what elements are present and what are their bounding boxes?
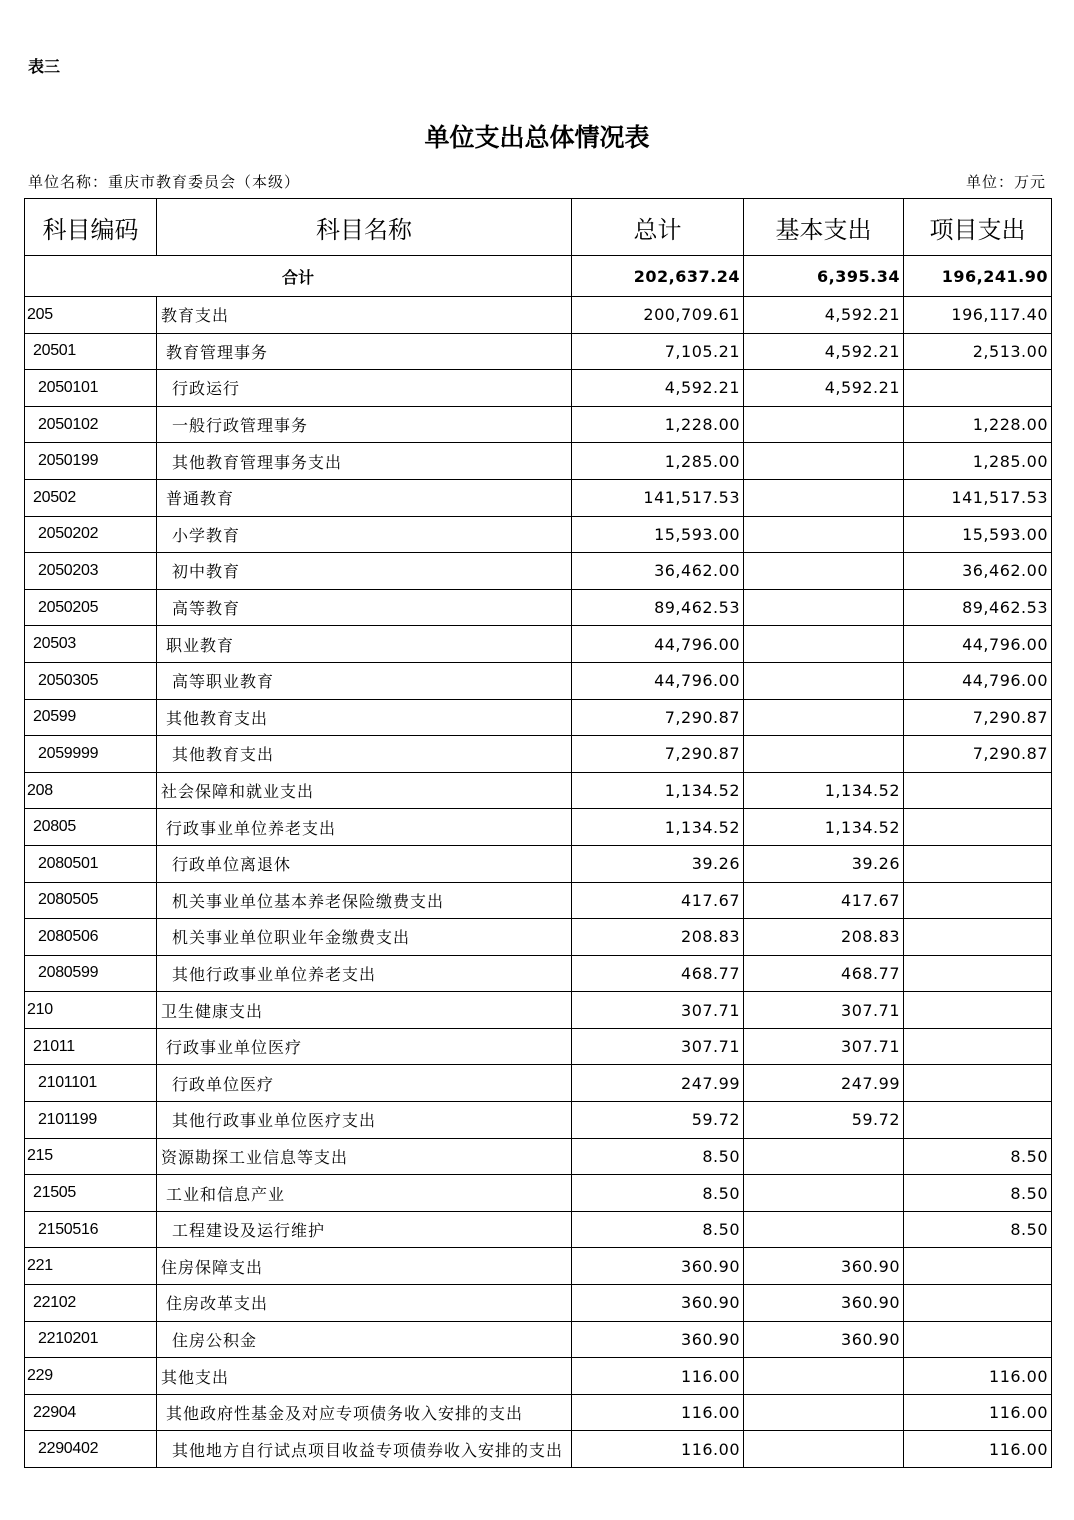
row-name: 其他支出 xyxy=(157,1358,572,1395)
total-sum: 202,637.24 xyxy=(572,256,744,297)
table-row xyxy=(25,1028,1052,1065)
table-row xyxy=(25,516,1052,553)
row-project xyxy=(904,1321,1052,1358)
row-total: 8.50 xyxy=(572,1138,744,1175)
row-total: 44,796.00 xyxy=(572,626,744,663)
table-row xyxy=(25,1211,1052,1248)
table-row xyxy=(25,1285,1052,1322)
total-row xyxy=(25,256,1052,297)
row-name: 高等教育 xyxy=(157,589,572,626)
row-project: 44,796.00 xyxy=(904,662,1052,699)
row-basic: 1,134.52 xyxy=(744,772,904,809)
header-row xyxy=(25,199,1052,256)
row-basic: 59.72 xyxy=(744,1102,904,1139)
table-row xyxy=(25,406,1052,443)
row-code: 20501 xyxy=(25,333,157,370)
row-code: 2080505 xyxy=(25,882,157,919)
row-code: 2050202 xyxy=(25,516,157,553)
row-total: 200,709.61 xyxy=(572,297,744,334)
row-basic xyxy=(744,443,904,480)
row-project: 89,462.53 xyxy=(904,589,1052,626)
row-code: 20503 xyxy=(25,626,157,663)
row-name: 行政单位离退休 xyxy=(157,845,572,882)
header-project: 项目支出 xyxy=(904,199,1052,256)
row-project: 141,517.53 xyxy=(904,479,1052,516)
table-row xyxy=(25,297,1052,334)
unit-name-label: 单位名称：重庆市教育委员会（本级） xyxy=(28,173,301,191)
table-row xyxy=(25,772,1052,809)
row-project: 7,290.87 xyxy=(904,736,1052,773)
row-name: 其他教育支出 xyxy=(157,699,572,736)
row-total: 7,290.87 xyxy=(572,699,744,736)
row-project: 15,593.00 xyxy=(904,516,1052,553)
row-basic xyxy=(744,1138,904,1175)
row-project xyxy=(904,1102,1052,1139)
row-project: 8.50 xyxy=(904,1138,1052,1175)
row-name: 行政事业单位养老支出 xyxy=(157,809,572,846)
row-code: 2050102 xyxy=(25,406,157,443)
row-name: 其他地方自行试点项目收益专项债券收入安排的支出 xyxy=(157,1431,572,1468)
row-code: 21011 xyxy=(25,1028,157,1065)
row-project: 1,228.00 xyxy=(904,406,1052,443)
row-name: 工程建设及运行维护 xyxy=(157,1211,572,1248)
row-project xyxy=(904,992,1052,1029)
row-total: 15,593.00 xyxy=(572,516,744,553)
table-row xyxy=(25,589,1052,626)
row-basic: 417.67 xyxy=(744,882,904,919)
row-name: 普通教育 xyxy=(157,479,572,516)
row-basic xyxy=(744,1211,904,1248)
table-row xyxy=(25,699,1052,736)
row-total: 116.00 xyxy=(572,1358,744,1395)
table-row xyxy=(25,443,1052,480)
row-name: 住房保障支出 xyxy=(157,1248,572,1285)
row-basic xyxy=(744,1394,904,1431)
row-total: 8.50 xyxy=(572,1175,744,1212)
row-code: 208 xyxy=(25,772,157,809)
row-project xyxy=(904,809,1052,846)
row-code: 2101199 xyxy=(25,1102,157,1139)
row-basic xyxy=(744,736,904,773)
row-name: 职业教育 xyxy=(157,626,572,663)
row-code: 2050205 xyxy=(25,589,157,626)
row-total: 7,290.87 xyxy=(572,736,744,773)
row-project xyxy=(904,1028,1052,1065)
row-total: 7,105.21 xyxy=(572,333,744,370)
row-total: 141,517.53 xyxy=(572,479,744,516)
row-total: 417.67 xyxy=(572,882,744,919)
row-basic: 4,592.21 xyxy=(744,370,904,407)
row-total: 89,462.53 xyxy=(572,589,744,626)
table-row xyxy=(25,845,1052,882)
row-code: 2290402 xyxy=(25,1431,157,1468)
row-code: 2080501 xyxy=(25,845,157,882)
table-row xyxy=(25,882,1052,919)
row-total: 1,285.00 xyxy=(572,443,744,480)
row-basic: 360.90 xyxy=(744,1321,904,1358)
table-row xyxy=(25,1321,1052,1358)
row-basic xyxy=(744,662,904,699)
total-project: 196,241.90 xyxy=(904,256,1052,297)
row-project xyxy=(904,845,1052,882)
row-basic xyxy=(744,516,904,553)
row-total: 208.83 xyxy=(572,919,744,956)
row-name: 高等职业教育 xyxy=(157,662,572,699)
row-code: 2150516 xyxy=(25,1211,157,1248)
row-basic: 468.77 xyxy=(744,955,904,992)
row-basic xyxy=(744,1358,904,1395)
row-project xyxy=(904,1065,1052,1102)
row-code: 2080599 xyxy=(25,955,157,992)
row-code: 2050203 xyxy=(25,553,157,590)
row-code: 22102 xyxy=(25,1285,157,1322)
row-name: 机关事业单位职业年金缴费支出 xyxy=(157,919,572,956)
unit-label: 单位：万元 xyxy=(965,173,1046,191)
row-total: 116.00 xyxy=(572,1394,744,1431)
table-number-label: 表三 xyxy=(28,57,61,76)
row-total: 39.26 xyxy=(572,845,744,882)
row-basic xyxy=(744,1175,904,1212)
total-label: 合计 xyxy=(25,256,572,297)
header-code: 科目编码 xyxy=(25,199,157,256)
row-name: 行政运行 xyxy=(157,370,572,407)
row-code: 2080506 xyxy=(25,919,157,956)
row-project xyxy=(904,882,1052,919)
row-basic: 39.26 xyxy=(744,845,904,882)
row-total: 1,228.00 xyxy=(572,406,744,443)
row-name: 其他行政事业单位养老支出 xyxy=(157,955,572,992)
row-code: 22904 xyxy=(25,1394,157,1431)
row-total: 44,796.00 xyxy=(572,662,744,699)
row-basic: 247.99 xyxy=(744,1065,904,1102)
row-code: 2101101 xyxy=(25,1065,157,1102)
row-code: 215 xyxy=(25,1138,157,1175)
row-project: 2,513.00 xyxy=(904,333,1052,370)
row-basic xyxy=(744,406,904,443)
row-basic: 1,134.52 xyxy=(744,809,904,846)
row-code: 205 xyxy=(25,297,157,334)
row-total: 116.00 xyxy=(572,1431,744,1468)
row-name: 住房改革支出 xyxy=(157,1285,572,1322)
row-name: 其他政府性基金及对应专项债务收入安排的支出 xyxy=(157,1394,572,1431)
table-row xyxy=(25,736,1052,773)
row-project xyxy=(904,919,1052,956)
row-name: 社会保障和就业支出 xyxy=(157,772,572,809)
table-row xyxy=(25,1248,1052,1285)
row-code: 21505 xyxy=(25,1175,157,1212)
table-row xyxy=(25,955,1052,992)
row-name: 其他行政事业单位医疗支出 xyxy=(157,1102,572,1139)
row-basic: 208.83 xyxy=(744,919,904,956)
table-row xyxy=(25,809,1052,846)
table-row xyxy=(25,1394,1052,1431)
row-name: 资源勘探工业信息等支出 xyxy=(157,1138,572,1175)
row-name: 卫生健康支出 xyxy=(157,992,572,1029)
row-project: 8.50 xyxy=(904,1175,1052,1212)
table-row xyxy=(25,992,1052,1029)
row-project: 116.00 xyxy=(904,1394,1052,1431)
row-total: 36,462.00 xyxy=(572,553,744,590)
row-project xyxy=(904,772,1052,809)
row-project: 7,290.87 xyxy=(904,699,1052,736)
row-total: 360.90 xyxy=(572,1248,744,1285)
row-project: 8.50 xyxy=(904,1211,1052,1248)
row-code: 2050199 xyxy=(25,443,157,480)
row-code: 2059999 xyxy=(25,736,157,773)
row-name: 一般行政管理事务 xyxy=(157,406,572,443)
row-project: 44,796.00 xyxy=(904,626,1052,663)
row-code: 221 xyxy=(25,1248,157,1285)
row-project xyxy=(904,1285,1052,1322)
row-project: 196,117.40 xyxy=(904,297,1052,334)
row-basic xyxy=(744,699,904,736)
row-total: 8.50 xyxy=(572,1211,744,1248)
header-name: 科目名称 xyxy=(157,199,572,256)
row-name: 其他教育管理事务支出 xyxy=(157,443,572,480)
row-code: 2050101 xyxy=(25,370,157,407)
row-name: 其他教育支出 xyxy=(157,736,572,773)
row-basic: 307.71 xyxy=(744,1028,904,1065)
row-project: 116.00 xyxy=(904,1358,1052,1395)
row-total: 307.71 xyxy=(572,1028,744,1065)
row-total: 360.90 xyxy=(572,1285,744,1322)
row-code: 20805 xyxy=(25,809,157,846)
row-name: 小学教育 xyxy=(157,516,572,553)
row-total: 4,592.21 xyxy=(572,370,744,407)
total-basic: 6,395.34 xyxy=(744,256,904,297)
row-basic xyxy=(744,589,904,626)
row-project: 116.00 xyxy=(904,1431,1052,1468)
row-basic: 4,592.21 xyxy=(744,333,904,370)
row-name: 教育支出 xyxy=(157,297,572,334)
row-name: 工业和信息产业 xyxy=(157,1175,572,1212)
table-row xyxy=(25,553,1052,590)
expenditure-table xyxy=(24,198,1052,1468)
row-project xyxy=(904,955,1052,992)
row-basic xyxy=(744,626,904,663)
table-row xyxy=(25,1138,1052,1175)
row-name: 教育管理事务 xyxy=(157,333,572,370)
row-total: 468.77 xyxy=(572,955,744,992)
row-code: 20599 xyxy=(25,699,157,736)
row-code: 210 xyxy=(25,992,157,1029)
row-project: 1,285.00 xyxy=(904,443,1052,480)
row-basic xyxy=(744,479,904,516)
page-title: 单位支出总体情况表 xyxy=(424,123,650,152)
row-code: 229 xyxy=(25,1358,157,1395)
row-name: 行政事业单位医疗 xyxy=(157,1028,572,1065)
row-basic xyxy=(744,1431,904,1468)
table-row xyxy=(25,1175,1052,1212)
header-total: 总计 xyxy=(572,199,744,256)
row-basic: 4,592.21 xyxy=(744,297,904,334)
row-total: 360.90 xyxy=(572,1321,744,1358)
row-name: 初中教育 xyxy=(157,553,572,590)
row-project xyxy=(904,370,1052,407)
row-code: 2210201 xyxy=(25,1321,157,1358)
row-basic: 307.71 xyxy=(744,992,904,1029)
table-row xyxy=(25,626,1052,663)
row-name: 住房公积金 xyxy=(157,1321,572,1358)
table-row xyxy=(25,1431,1052,1468)
row-basic: 360.90 xyxy=(744,1285,904,1322)
row-basic: 360.90 xyxy=(744,1248,904,1285)
row-total: 59.72 xyxy=(572,1102,744,1139)
row-total: 307.71 xyxy=(572,992,744,1029)
table-row xyxy=(25,333,1052,370)
header-basic: 基本支出 xyxy=(744,199,904,256)
table-row xyxy=(25,662,1052,699)
row-basic xyxy=(744,553,904,590)
table-row xyxy=(25,919,1052,956)
row-total: 1,134.52 xyxy=(572,772,744,809)
table-row xyxy=(25,1358,1052,1395)
table-row xyxy=(25,479,1052,516)
row-name: 机关事业单位基本养老保险缴费支出 xyxy=(157,882,572,919)
row-project: 36,462.00 xyxy=(904,553,1052,590)
table-row xyxy=(25,370,1052,407)
row-code: 20502 xyxy=(25,479,157,516)
row-total: 1,134.52 xyxy=(572,809,744,846)
row-project xyxy=(904,1248,1052,1285)
row-total: 247.99 xyxy=(572,1065,744,1102)
row-code: 2050305 xyxy=(25,662,157,699)
row-name: 行政单位医疗 xyxy=(157,1065,572,1102)
table-row xyxy=(25,1102,1052,1139)
table-row xyxy=(25,1065,1052,1102)
